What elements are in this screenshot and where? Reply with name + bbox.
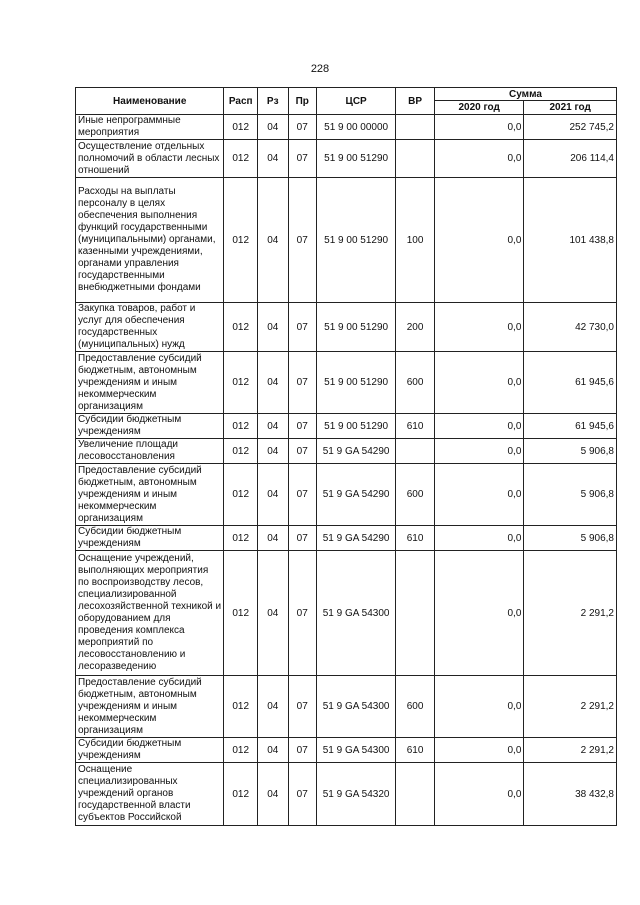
cell-rasp: 012 — [224, 439, 258, 464]
cell-rasp: 012 — [224, 763, 258, 826]
cell-pr: 07 — [288, 178, 316, 303]
header-rasp: Расп — [224, 88, 258, 115]
cell-y2020: 0,0 — [434, 414, 523, 439]
cell-pr: 07 — [288, 414, 316, 439]
cell-csr: 51 9 GA 54300 — [316, 676, 395, 738]
cell-y2021: 2 291,2 — [524, 551, 617, 676]
table-row — [76, 551, 617, 676]
cell-csr: 51 9 GA 54300 — [316, 551, 395, 676]
cell-y2020: 0,0 — [434, 303, 523, 352]
table-row — [76, 352, 617, 414]
cell-y2021: 38 432,8 — [524, 763, 617, 826]
cell-csr: 51 9 GA 54300 — [316, 738, 395, 763]
cell-name: Предоставление субсидий бюджетным, автономным учреждениям и иным некоммерческим организациям — [76, 352, 224, 414]
cell-rasp: 012 — [224, 140, 258, 178]
cell-y2020: 0,0 — [434, 738, 523, 763]
cell-name: Осуществление отдельных полномочий в области лесных отношений — [76, 140, 224, 178]
table-row — [76, 303, 617, 352]
cell-y2021: 2 291,2 — [524, 738, 617, 763]
cell-vr: 200 — [396, 303, 435, 352]
table-row — [76, 439, 617, 464]
table-row — [76, 115, 617, 140]
cell-rasp: 012 — [224, 352, 258, 414]
cell-vr — [396, 551, 435, 676]
cell-rasp: 012 — [224, 178, 258, 303]
cell-rasp: 012 — [224, 464, 258, 526]
cell-y2021: 61 945,6 — [524, 352, 617, 414]
table-row — [76, 738, 617, 763]
cell-vr — [396, 140, 435, 178]
cell-y2020: 0,0 — [434, 439, 523, 464]
cell-vr: 600 — [396, 676, 435, 738]
cell-rz: 04 — [258, 464, 289, 526]
cell-name: Оснащение специализированных учреждений органов государственной власти субъектов Российской — [76, 763, 224, 826]
cell-pr: 07 — [288, 738, 316, 763]
table-row — [76, 676, 617, 738]
cell-y2020: 0,0 — [434, 115, 523, 140]
cell-vr: 600 — [396, 464, 435, 526]
cell-y2021: 101 438,8 — [524, 178, 617, 303]
cell-pr: 07 — [288, 115, 316, 140]
cell-vr: 600 — [396, 352, 435, 414]
cell-rz: 04 — [258, 738, 289, 763]
cell-pr: 07 — [288, 676, 316, 738]
cell-y2020: 0,0 — [434, 763, 523, 826]
cell-pr: 07 — [288, 140, 316, 178]
header-pr: Пр — [288, 88, 316, 115]
header-2021: 2021 год — [524, 101, 617, 115]
header-sum: Сумма — [434, 88, 616, 101]
cell-csr: 51 9 00 00000 — [316, 115, 395, 140]
header-name: Наименование — [76, 88, 224, 115]
cell-name: Иные непрограммные мероприятия — [76, 115, 224, 140]
table-row — [76, 414, 617, 439]
cell-pr: 07 — [288, 464, 316, 526]
cell-pr: 07 — [288, 763, 316, 826]
cell-csr: 51 9 00 51290 — [316, 303, 395, 352]
cell-csr: 51 9 GA 54290 — [316, 464, 395, 526]
cell-rz: 04 — [258, 551, 289, 676]
cell-y2021: 2 291,2 — [524, 676, 617, 738]
page-number: 228 — [310, 63, 330, 75]
cell-csr: 51 9 00 51290 — [316, 140, 395, 178]
cell-pr: 07 — [288, 303, 316, 352]
cell-rasp: 012 — [224, 303, 258, 352]
cell-y2020: 0,0 — [434, 178, 523, 303]
cell-rz: 04 — [258, 115, 289, 140]
cell-name: Увеличение площади лесовосстановления — [76, 439, 224, 464]
cell-y2021: 252 745,2 — [524, 115, 617, 140]
header-rz: Рз — [258, 88, 289, 115]
cell-y2021: 42 730,0 — [524, 303, 617, 352]
cell-csr: 51 9 GA 54320 — [316, 763, 395, 826]
cell-y2021: 5 906,8 — [524, 464, 617, 526]
cell-y2021: 61 945,6 — [524, 414, 617, 439]
cell-csr: 51 9 GA 54290 — [316, 439, 395, 464]
cell-vr — [396, 115, 435, 140]
cell-rasp: 012 — [224, 551, 258, 676]
cell-rz: 04 — [258, 414, 289, 439]
cell-rz: 04 — [258, 140, 289, 178]
cell-rz: 04 — [258, 178, 289, 303]
cell-y2021: 206 114,4 — [524, 140, 617, 178]
cell-rasp: 012 — [224, 738, 258, 763]
cell-y2021: 5 906,8 — [524, 439, 617, 464]
cell-rasp: 012 — [224, 115, 258, 140]
cell-name: Оснащение учреждений, выполняющих мероприятия по воспроизводству лесов, специализированной лесохозяйственной техникой и оборудованием для проведения комплекса мероприятий по лесовосстановлению и лесоразведению — [76, 551, 224, 676]
cell-csr: 51 9 GA 54290 — [316, 526, 395, 551]
cell-y2020: 0,0 — [434, 140, 523, 178]
cell-rz: 04 — [258, 439, 289, 464]
table-row — [76, 178, 617, 303]
header-csr: ЦСР — [316, 88, 395, 115]
cell-vr: 610 — [396, 526, 435, 551]
cell-rz: 04 — [258, 352, 289, 414]
header-2020: 2020 год — [434, 101, 523, 115]
cell-y2020: 0,0 — [434, 464, 523, 526]
cell-csr: 51 9 00 51290 — [316, 178, 395, 303]
cell-csr: 51 9 00 51290 — [316, 414, 395, 439]
cell-rz: 04 — [258, 763, 289, 826]
cell-rz: 04 — [258, 526, 289, 551]
cell-name: Предоставление субсидий бюджетным, автономным учреждениям и иным некоммерческим организациям — [76, 676, 224, 738]
table-row — [76, 763, 617, 826]
cell-name: Субсидии бюджетным учреждениям — [76, 738, 224, 763]
cell-pr: 07 — [288, 352, 316, 414]
cell-vr: 610 — [396, 414, 435, 439]
cell-csr: 51 9 00 51290 — [316, 352, 395, 414]
cell-y2020: 0,0 — [434, 352, 523, 414]
cell-name: Закупка товаров, работ и услуг для обеспечения государственных (муниципальных) нужд — [76, 303, 224, 352]
table-row — [76, 526, 617, 551]
cell-name: Предоставление субсидий бюджетным, автономным учреждениям и иным некоммерческим организациям — [76, 464, 224, 526]
cell-y2020: 0,0 — [434, 676, 523, 738]
cell-rasp: 012 — [224, 526, 258, 551]
cell-name: Расходы на выплаты персоналу в целях обеспечения выполнения функций государственными (муниципальными) органами, казенными учреждениями, органами управления государственными внебюджетными фондами — [76, 178, 224, 303]
cell-rz: 04 — [258, 303, 289, 352]
cell-rasp: 012 — [224, 676, 258, 738]
cell-name: Субсидии бюджетным учреждениям — [76, 526, 224, 551]
cell-y2021: 5 906,8 — [524, 526, 617, 551]
cell-vr — [396, 763, 435, 826]
cell-vr: 100 — [396, 178, 435, 303]
cell-pr: 07 — [288, 551, 316, 676]
cell-y2020: 0,0 — [434, 526, 523, 551]
header-vr: ВР — [396, 88, 435, 115]
table-row — [76, 464, 617, 526]
cell-y2020: 0,0 — [434, 551, 523, 676]
cell-rasp: 012 — [224, 414, 258, 439]
table-body — [76, 115, 617, 826]
cell-vr: 610 — [396, 738, 435, 763]
cell-pr: 07 — [288, 526, 316, 551]
budget-table — [75, 87, 617, 826]
cell-pr: 07 — [288, 439, 316, 464]
cell-name: Субсидии бюджетным учреждениям — [76, 414, 224, 439]
table-row — [76, 140, 617, 178]
cell-vr — [396, 439, 435, 464]
cell-rz: 04 — [258, 676, 289, 738]
